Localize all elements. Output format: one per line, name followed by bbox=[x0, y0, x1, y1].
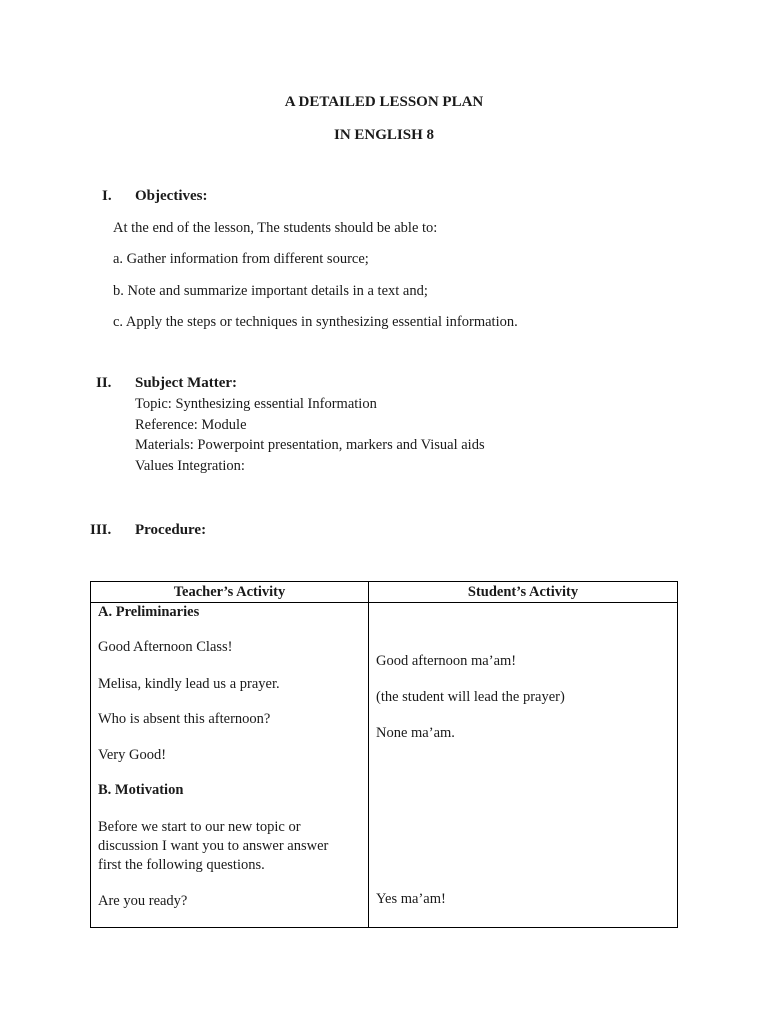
subject-reference: Reference: Module bbox=[135, 417, 247, 433]
procedure-number: III. bbox=[90, 522, 112, 538]
document-subtitle: IN ENGLISH 8 bbox=[333, 127, 435, 143]
teacher-very-good: Very Good! bbox=[98, 747, 167, 763]
student-absent-answer: None ma’am. bbox=[376, 725, 455, 741]
table-header-divider bbox=[91, 602, 677, 603]
subject-materials: Materials: Powerpoint presentation, markers and Visual aids bbox=[135, 437, 485, 453]
student-activity-header: Student’s Activity bbox=[467, 584, 579, 600]
objectives-heading: Objectives: bbox=[135, 188, 208, 204]
objective-item-b: b. Note and summarize important details in a text and; bbox=[113, 283, 428, 299]
teacher-prayer: Melisa, kindly lead us a prayer. bbox=[98, 676, 280, 692]
teacher-absent-question: Who is absent this afternoon? bbox=[98, 711, 271, 727]
document-title: A DETAILED LESSON PLAN bbox=[284, 94, 484, 110]
subject-matter-heading: Subject Matter: bbox=[135, 375, 238, 391]
procedure-heading: Procedure: bbox=[135, 522, 207, 538]
teacher-motivation-line-3: first the following questions. bbox=[98, 857, 265, 873]
table-column-divider bbox=[368, 582, 369, 927]
objective-item-a: a. Gather information from different source; bbox=[113, 251, 369, 267]
objectives-number: I. bbox=[102, 188, 112, 204]
teacher-motivation-line-2: discussion I want you to answer answer bbox=[98, 838, 329, 854]
student-ready-answer: Yes ma’am! bbox=[376, 891, 446, 907]
student-greeting: Good afternoon ma’am! bbox=[376, 653, 517, 669]
subject-matter-number: II. bbox=[96, 375, 112, 391]
subject-values: Values Integration: bbox=[135, 458, 245, 474]
teacher-motivation-line-1: Before we start to our new topic or bbox=[98, 819, 301, 835]
subject-topic: Topic: Synthesizing essential Information bbox=[135, 396, 377, 412]
objectives-intro: At the end of the lesson, The students should be able to: bbox=[113, 220, 438, 236]
teacher-section-motivation: B. Motivation bbox=[98, 782, 184, 798]
procedure-table bbox=[90, 581, 678, 928]
teacher-activity-header: Teacher’s Activity bbox=[173, 584, 286, 600]
teacher-section-preliminaries: A. Preliminaries bbox=[98, 604, 200, 620]
teacher-greeting: Good Afternoon Class! bbox=[98, 639, 233, 655]
student-prayer: (the student will lead the prayer) bbox=[376, 689, 565, 705]
teacher-ready-question: Are you ready? bbox=[98, 893, 188, 909]
objective-item-c: c. Apply the steps or techniques in synthesizing essential information. bbox=[113, 314, 518, 330]
